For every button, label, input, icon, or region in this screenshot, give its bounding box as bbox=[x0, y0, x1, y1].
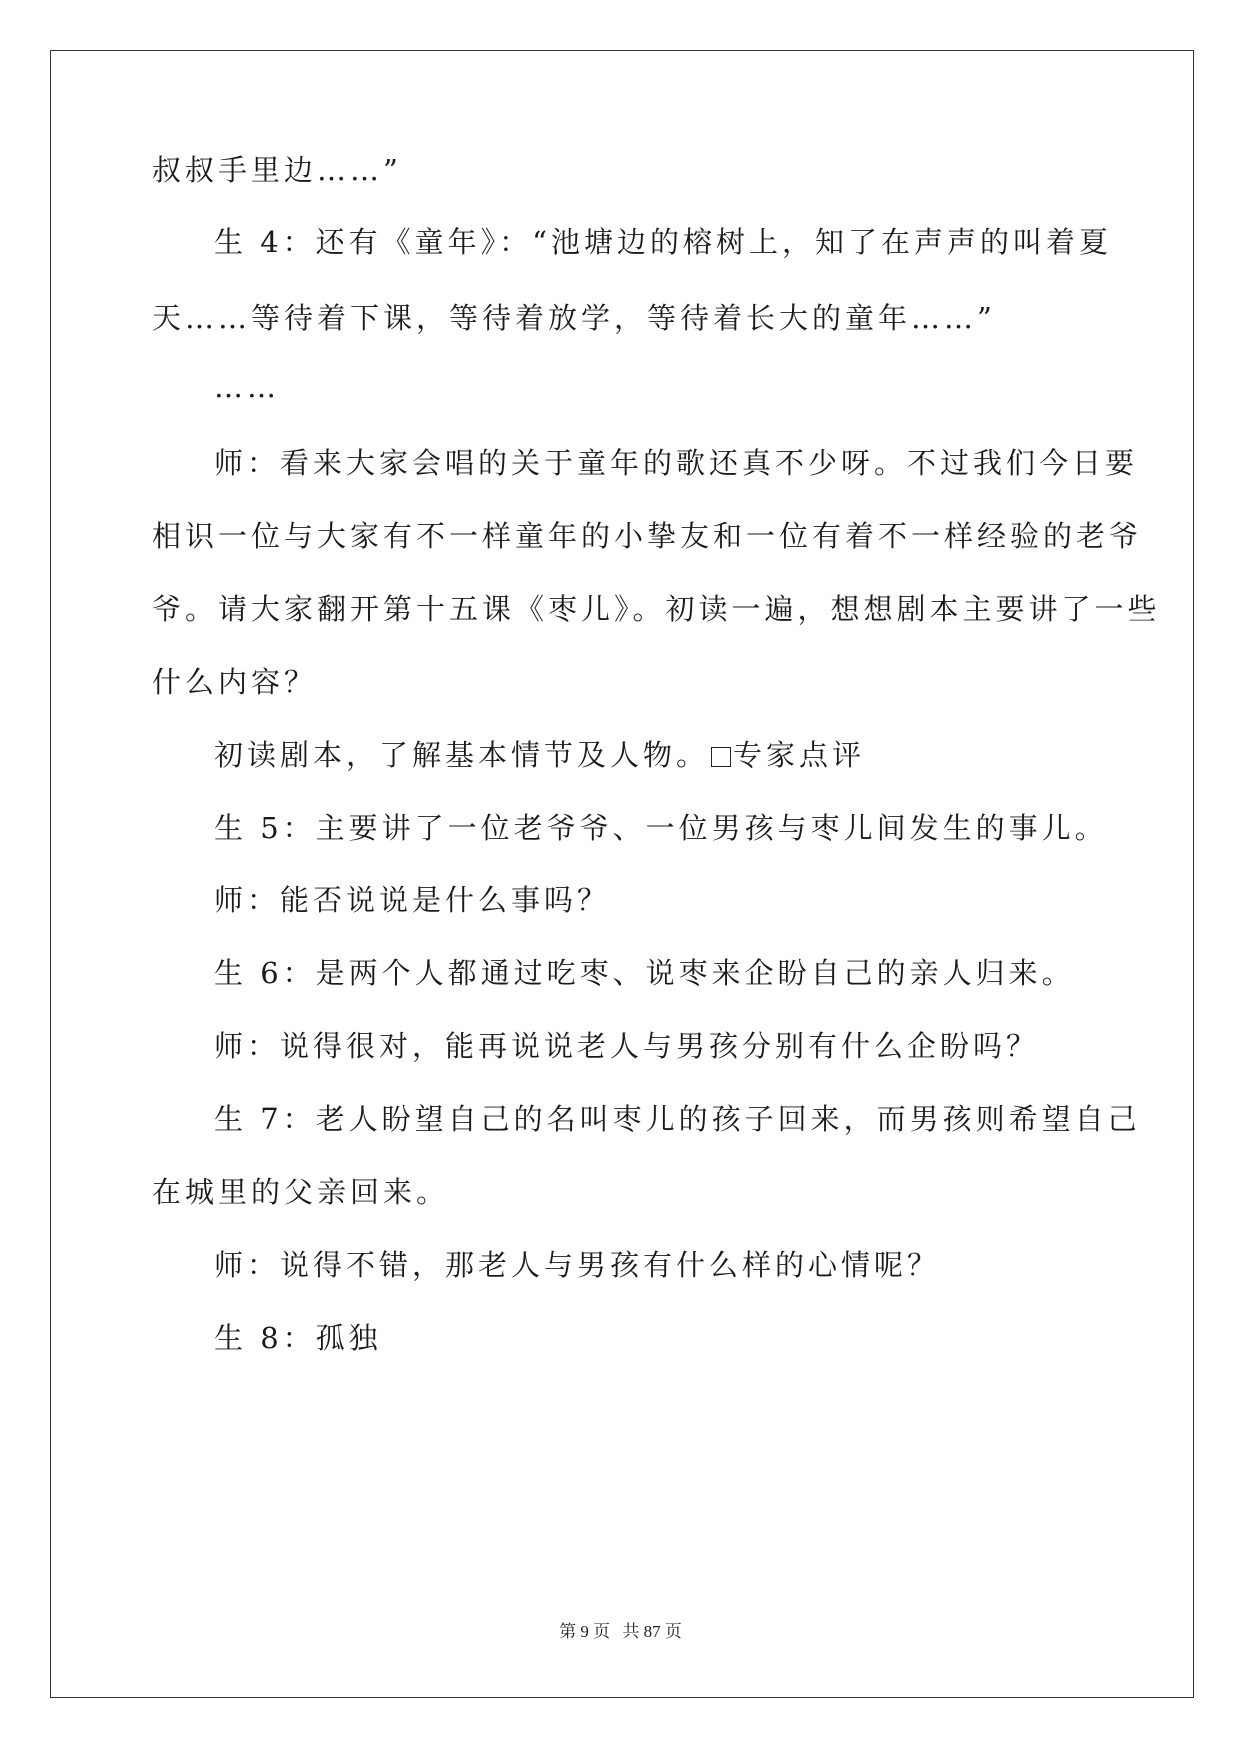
text-line: 在城里的父亲回来。 bbox=[152, 1175, 450, 1209]
text-line: 相识一位与大家有不一样童年的小挚友和一位有着不一样经验的老爷 bbox=[152, 519, 1143, 553]
text-segment: 初读剧本，了解基本情节及人物。 bbox=[214, 738, 710, 772]
text-line: 生 8：孤独 bbox=[214, 1321, 382, 1355]
text-line: 师：说得很对，能再说说老人与男孩分别有什么企盼吗？ bbox=[214, 1029, 1040, 1063]
text-segment: 专家点评 bbox=[733, 738, 866, 772]
text-line: 师：说得不错，那老人与男孩有什么样的心情呢？ bbox=[214, 1248, 941, 1282]
text-line: 生 5：主要讲了一位老爷爷、一位男孩与枣儿间发生的事儿。 bbox=[214, 811, 1108, 845]
text-line: 天……等待着下课，等待着放学，等待着长大的童年……” bbox=[152, 301, 996, 335]
text-line: 生 6：是两个人都通过吃枣、说枣来企盼自己的亲人归来。 bbox=[214, 956, 1075, 990]
text-line: 师：能否说说是什么事吗？ bbox=[214, 883, 611, 917]
text-line: 师：看来大家会唱的关于童年的歌还真不少呀。不过我们今日要 bbox=[214, 446, 1139, 480]
page-total: 共 87 页 bbox=[622, 1622, 682, 1641]
page-footer bbox=[0, 1617, 1241, 1642]
text-line: 叔叔手里边……” bbox=[152, 153, 402, 187]
text-line: 生 7：老人盼望自己的名叫枣儿的孩子回来，而男孩则希望自己 bbox=[214, 1102, 1141, 1136]
text-line: 爷。请大家翻开第十五课《枣儿》。初读一遍，想想剧本主要讲了一些 bbox=[152, 592, 1161, 626]
text-line: …… bbox=[214, 370, 280, 404]
text-line: 什么内容？ bbox=[152, 665, 318, 699]
checkbox-glyph-icon bbox=[711, 747, 731, 767]
page-number: 第 9 页 bbox=[559, 1622, 611, 1641]
text-line: 生 4：还有《童年》：“池塘边的榕树上，知了在声声的叫着夏 bbox=[214, 225, 1112, 259]
